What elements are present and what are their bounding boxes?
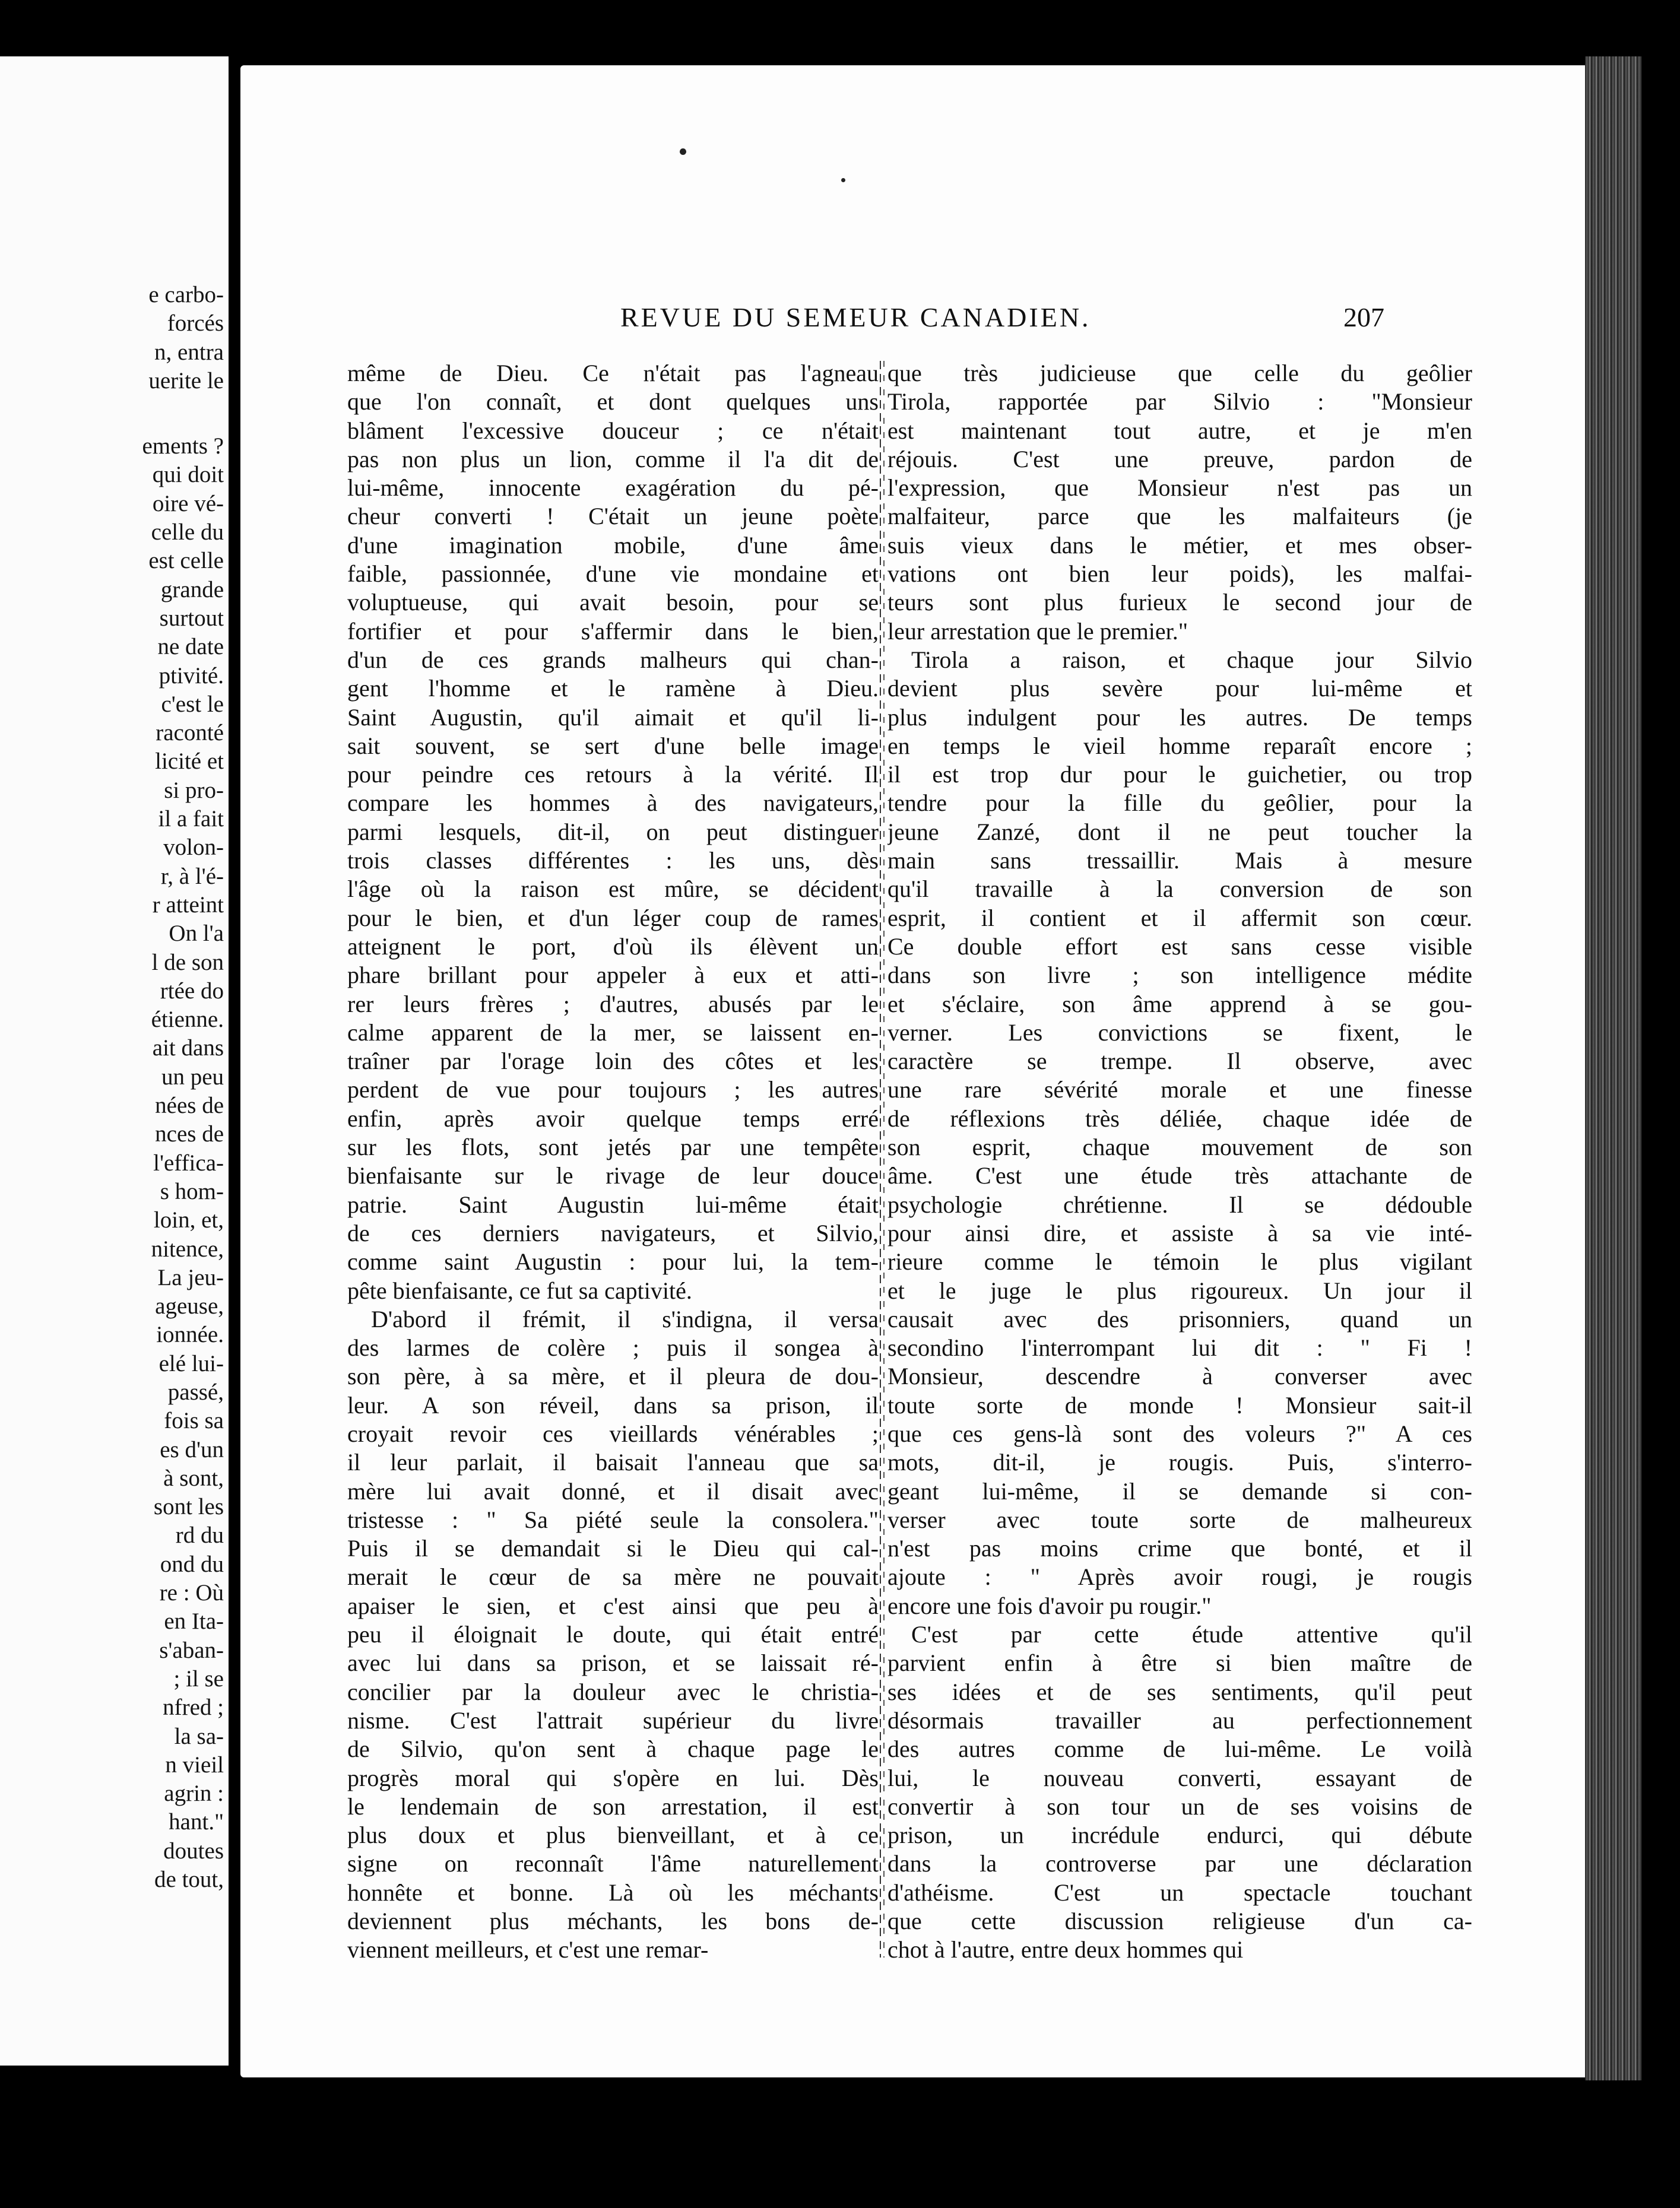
fragment-line: sont les	[153, 1494, 224, 1520]
text-line: tendre pour la fille du geôlier, pour la	[887, 789, 1472, 817]
text-line: mots, dit-il, je rougis. Puis, s'interro-	[887, 1449, 1472, 1476]
fragment-line: fois sa	[164, 1408, 224, 1434]
fragment-line: nitence,	[151, 1236, 224, 1262]
text-line: D'abord il frémit, il s'indigna, il versa	[371, 1305, 879, 1333]
fragment-line: hant."	[169, 1809, 224, 1835]
text-line: croyait revoir ces vieillards vénérables ;	[347, 1420, 879, 1447]
fragment-line: l de son	[151, 949, 224, 975]
text-line: suis vieux dans le métier, et mes obser-	[887, 531, 1472, 559]
fragment-line: étienne.	[151, 1007, 224, 1033]
fragment-line: de tout,	[154, 1867, 224, 1893]
fragment-line: licité et	[155, 748, 224, 775]
text-line: Tirola, rapportée par Silvio : "Monsieur	[887, 388, 1472, 415]
fragment-line: ; il se	[173, 1665, 224, 1692]
page-edges	[1585, 56, 1641, 2080]
text-line: Saint Augustin, qu'il aimait et qu'il li-	[347, 703, 879, 731]
text-line: sait souvent, se sert d'une belle image	[347, 732, 879, 759]
text-line: signe on reconnaît l'âme naturellement	[347, 1850, 879, 1877]
fragment-line: raconté	[156, 720, 224, 746]
text-line: caractère se trempe. Il observe, avec	[887, 1048, 1472, 1075]
text-line: pour ainsi dire, et assiste à sa vie inté-	[887, 1219, 1472, 1246]
text-line: de Silvio, qu'on sent à chaque page le	[347, 1736, 879, 1763]
fragment-line: si pro-	[164, 777, 224, 803]
text-line: trois classes différentes : les uns, dès	[347, 847, 879, 874]
text-line: comme saint Augustin : pour lui, la tem-	[347, 1248, 879, 1276]
text-line: l'âge où la raison est mûre, se décident	[347, 875, 879, 903]
fragment-line: c'est le	[161, 691, 224, 717]
previous-page-text	[142, 281, 224, 1894]
page-number: 207	[1343, 302, 1384, 332]
text-line: progrès moral qui s'opère en lui. Dès	[347, 1764, 879, 1791]
fragment-line: grande	[160, 576, 224, 602]
text-line: patrie. Saint Augustin lui-même était	[347, 1191, 879, 1218]
fragment-line: es d'un	[160, 1436, 224, 1463]
text-line: lui-même, innocente exagération du pé-	[347, 474, 879, 502]
text-line: parmi lesquels, dit-il, on peut distinguer	[347, 818, 879, 845]
text-line: atteignent le port, d'où ils élèvent un	[347, 932, 879, 960]
fragment-line: r atteint	[152, 892, 224, 918]
text-line: il est trop dur pour le guichetier, ou trop	[887, 761, 1472, 788]
text-line: peu il éloignait le doute, qui était entré	[347, 1621, 879, 1648]
text-line: des larmes de colère ; puis il songea à	[347, 1334, 879, 1362]
text-line: leur. A son réveil, dans sa prison, il	[347, 1391, 879, 1419]
column-divider	[880, 361, 881, 1958]
fragment-line: ne date	[157, 634, 224, 660]
text-line: que cette discussion religieuse d'un ca-	[887, 1908, 1472, 1935]
text-line: jeune Zanzé, dont il ne peut toucher la	[887, 818, 1472, 845]
text-line: pour le bien, et d'un léger coup de rames	[347, 904, 879, 931]
text-line: que ces gens-là sont des voleurs ?" A ces	[887, 1420, 1472, 1447]
fragment-line: un peu	[161, 1064, 224, 1090]
text-line: réjouis. C'est une preuve, pardon de	[887, 445, 1472, 472]
text-line: que l'on connaît, et dont quelques uns	[347, 388, 879, 415]
fragment-line: passé,	[167, 1379, 224, 1405]
fragment-line: agrin :	[164, 1781, 224, 1807]
text-line: esprit, il contient et il affermit son cœur.	[887, 904, 1472, 931]
text-line: rer leurs frères ; d'autres, abusés par le	[347, 990, 879, 1017]
text-line: et s'éclaire, son âme apprend à se gou-	[887, 990, 1472, 1017]
text-line: pour peindre ces retours à la vérité. Il	[347, 761, 879, 788]
text-line: parvient enfin à être si bien maître de	[887, 1649, 1472, 1677]
text-line: mère lui avait donné, et il disait avec	[347, 1477, 879, 1505]
text-line: malfaiteur, parce que les malfaiteurs (je	[887, 503, 1472, 530]
text-line: le lendemain de son arrestation, il est	[347, 1793, 879, 1820]
text-line: Puis il se demandait si le Dieu qui cal-	[347, 1535, 879, 1562]
text-line: secondino l'interrompant lui dit : " Fi !	[887, 1334, 1472, 1362]
fragment-line: oire vé-	[152, 490, 224, 516]
text-line: l'expression, que Monsieur n'est pas un	[887, 474, 1472, 502]
fragment-line: l'effica-	[153, 1150, 224, 1176]
page	[240, 65, 1585, 2077]
fragment-line: forcés	[167, 310, 224, 337]
fragment-line: s hom-	[160, 1178, 224, 1204]
left-column	[347, 359, 879, 1965]
text-line: vations ont bien leur poids), les malfai-	[887, 560, 1472, 588]
text-line: qu'il travaille à la conversion de son	[887, 875, 1472, 903]
text-line: des autres comme de lui-même. Le voilà	[887, 1736, 1472, 1763]
ink-speck	[841, 178, 845, 182]
text-line: merait le cœur de sa mère ne pouvait	[347, 1563, 879, 1591]
text-line: Ce double effort est sans cesse visible	[887, 932, 1472, 960]
fragment-line: ements ?	[142, 433, 224, 459]
text-line: devient plus sevère pour lui-même et	[887, 675, 1472, 702]
page-header	[240, 302, 1585, 337]
fragment-line: volon-	[163, 835, 224, 861]
fragment-line	[142, 395, 224, 432]
fragment-line: n vieil	[165, 1752, 224, 1778]
text-line: compare les hommes à des navigateurs,	[347, 789, 879, 817]
running-title: REVUE DU SEMEUR CANADIEN.	[620, 302, 1091, 332]
text-line: teurs sont plus furieux le second jour de	[887, 589, 1472, 616]
text-line: ses idées et de ses sentiments, qu'il peut	[887, 1678, 1472, 1705]
text-line: traîner par l'orage loin des côtes et les	[347, 1048, 879, 1075]
text-line: dans son livre ; son intelligence médite	[887, 962, 1472, 989]
fragment-line: n, entra	[154, 339, 224, 365]
text-line: avec lui dans sa prison, et se laissait ré-	[347, 1649, 879, 1677]
fragment-line: nées de	[155, 1093, 224, 1119]
text-line: cheur converti ! C'était un jeune poète	[347, 503, 879, 530]
fragment-line: nces de	[155, 1121, 224, 1147]
text-line: causait avec des prisonniers, quand un	[887, 1305, 1472, 1333]
text-line: viennent meilleurs, et c'est une remar-	[347, 1936, 709, 1963]
fragment-line: On l'a	[169, 921, 224, 947]
text-line: même de Dieu. Ce n'était pas l'agneau	[347, 360, 879, 386]
text-line: leur arrestation que le premier."	[887, 617, 1188, 645]
text-line: sur les flots, sont jetés par une tempête	[347, 1134, 879, 1161]
text-line: fortifier et pour s'affermir dans le bien,	[347, 617, 879, 645]
text-line: de réflexions très déliée, chaque idée de	[887, 1105, 1472, 1132]
text-line: chot à l'autre, entre deux hommes qui	[887, 1936, 1244, 1963]
text-line: convertir à son tour un de ses voisins de	[887, 1793, 1472, 1820]
fragment-line: ionnée.	[156, 1322, 224, 1348]
text-line: concilier par la douleur avec le christia-	[347, 1678, 879, 1705]
text-line: perdent de vue pour toujours ; les autres	[347, 1076, 879, 1103]
text-line: n'est pas moins crime que bonté, et il	[887, 1535, 1472, 1562]
text-line: une rare sévérité morale et une finesse	[887, 1076, 1472, 1103]
text-line: de ces derniers navigateurs, et Silvio,	[347, 1219, 879, 1246]
fragment-line: nfred ;	[163, 1695, 224, 1721]
text-line: d'un de ces grands malheurs qui chan-	[347, 646, 879, 673]
fragment-line: ptivité.	[159, 662, 224, 689]
fragment-line: rtée do	[160, 978, 224, 1004]
column-divider	[883, 361, 885, 1958]
fragment-line: ageuse,	[155, 1293, 224, 1319]
text-line: C'est par cette étude attentive qu'il	[911, 1621, 1472, 1648]
text-line: que très judicieuse que celle du geôlier	[887, 360, 1472, 386]
text-line: calme apparent de la mer, se laissent en-	[347, 1019, 879, 1046]
previous-page-fragment	[0, 56, 229, 2066]
text-line: toute sorte de monde ! Monsieur sait-il	[887, 1391, 1472, 1419]
text-line: faible, passionnée, d'une vie mondaine et	[347, 560, 879, 588]
text-line: et le juge le plus rigoureux. Un jour il	[887, 1277, 1472, 1304]
text-line: verner. Les convictions se fixent, le	[887, 1019, 1472, 1046]
fragment-line: doutes	[163, 1838, 224, 1864]
text-line: dans la controverse par une déclaration	[887, 1850, 1472, 1877]
fragment-line: est celle	[148, 548, 224, 574]
fragment-line: qui doit	[152, 462, 224, 488]
fragment-line: il a fait	[158, 806, 224, 832]
text-line: lui, le nouveau converti, essayant de	[887, 1764, 1472, 1791]
text-line: voluptueuse, qui avait besoin, pour se	[347, 589, 879, 616]
text-line: gent l'homme et le ramène à Dieu.	[347, 675, 879, 702]
fragment-line: en Ita-	[164, 1609, 224, 1635]
ink-speck	[680, 148, 686, 155]
text-line: apaiser le sien, et c'est ainsi que peu à	[347, 1592, 879, 1619]
fragment-line: re : Où	[159, 1580, 224, 1606]
text-line: Monsieur, descendre à converser avec	[887, 1363, 1472, 1390]
fragment-line: loin, et,	[153, 1207, 224, 1233]
text-line: plus doux et plus bienveillant, et à ce	[347, 1822, 879, 1849]
text-line: nisme. C'est l'attrait supérieur du livre	[347, 1706, 879, 1734]
fragment-line: surtout	[159, 605, 224, 631]
text-line: encore une fois d'avoir pu rougir."	[887, 1592, 1212, 1619]
text-line: son père, à sa mère, et il pleura de dou-	[347, 1363, 879, 1390]
text-line: ajoute : " Après avoir rougi, je rougis	[887, 1563, 1472, 1591]
text-line: enfin, après avoir quelque temps erré	[347, 1105, 879, 1132]
text-line: bienfaisante sur le rivage de leur douce	[347, 1162, 879, 1189]
text-line: verser avec toute sorte de malheureux	[887, 1506, 1472, 1533]
text-line: d'une imagination mobile, d'une âme	[347, 531, 879, 559]
fragment-line: uerite le	[148, 367, 224, 394]
fragment-line: ond du	[160, 1551, 224, 1577]
fragment-line: ait dans	[152, 1035, 224, 1061]
text-line: désormais travailler au perfectionnement	[887, 1706, 1472, 1734]
fragment-line: elé lui-	[159, 1350, 224, 1376]
text-line: plus indulgent pour les autres. De temps	[887, 703, 1472, 731]
fragment-line: e carbo-	[148, 282, 224, 307]
fragment-line: La jeu-	[157, 1264, 224, 1290]
fragment-line: celle du	[151, 519, 224, 545]
text-line: rieure comme le témoin le plus vigilant	[887, 1248, 1472, 1276]
text-line: deviennent plus méchants, les bons de-	[347, 1908, 879, 1935]
text-line: blâment l'excessive douceur ; ce n'était	[347, 417, 879, 444]
text-line: honnête et bonne. Là où les méchants	[347, 1879, 879, 1906]
text-line: main sans tressaillir. Mais à mesure	[887, 847, 1472, 874]
text-line: est maintenant tout autre, et je m'en	[887, 417, 1472, 444]
text-line: en temps le vieil homme reparaît encore ;	[887, 732, 1472, 759]
text-line: pête bienfaisante, ce fut sa captivité.	[347, 1277, 692, 1304]
fragment-line: r, à l'é-	[160, 863, 224, 889]
text-line: psychologie chrétienne. Il se dédouble	[887, 1191, 1472, 1218]
text-line: âme. C'est une étude très attachante de	[887, 1162, 1472, 1189]
text-line: tristesse : " Sa piété seule la consolera."	[347, 1506, 879, 1533]
text-line: Tirola a raison, et chaque jour Silvio	[911, 646, 1472, 673]
text-line: d'athéisme. C'est un spectacle touchant	[887, 1879, 1472, 1906]
right-column	[887, 359, 1472, 1965]
text-line: phare brillant pour appeler à eux et atti-	[347, 962, 879, 989]
fragment-line: rd du	[175, 1522, 224, 1549]
text-line: geant lui-même, il se demande si con-	[887, 1477, 1472, 1505]
fragment-line: la sa-	[174, 1723, 224, 1749]
text-line: prison, un incrédule endurci, qui débute	[887, 1822, 1472, 1849]
fragment-line: s'aban-	[159, 1637, 224, 1663]
text-line: pas non plus un lion, comme il l'a dit de	[347, 445, 879, 472]
text-line: son esprit, chaque mouvement de son	[887, 1134, 1472, 1161]
text-line: il leur parlait, il baisait l'anneau que sa	[347, 1449, 879, 1476]
fragment-line: à sont,	[163, 1465, 224, 1491]
